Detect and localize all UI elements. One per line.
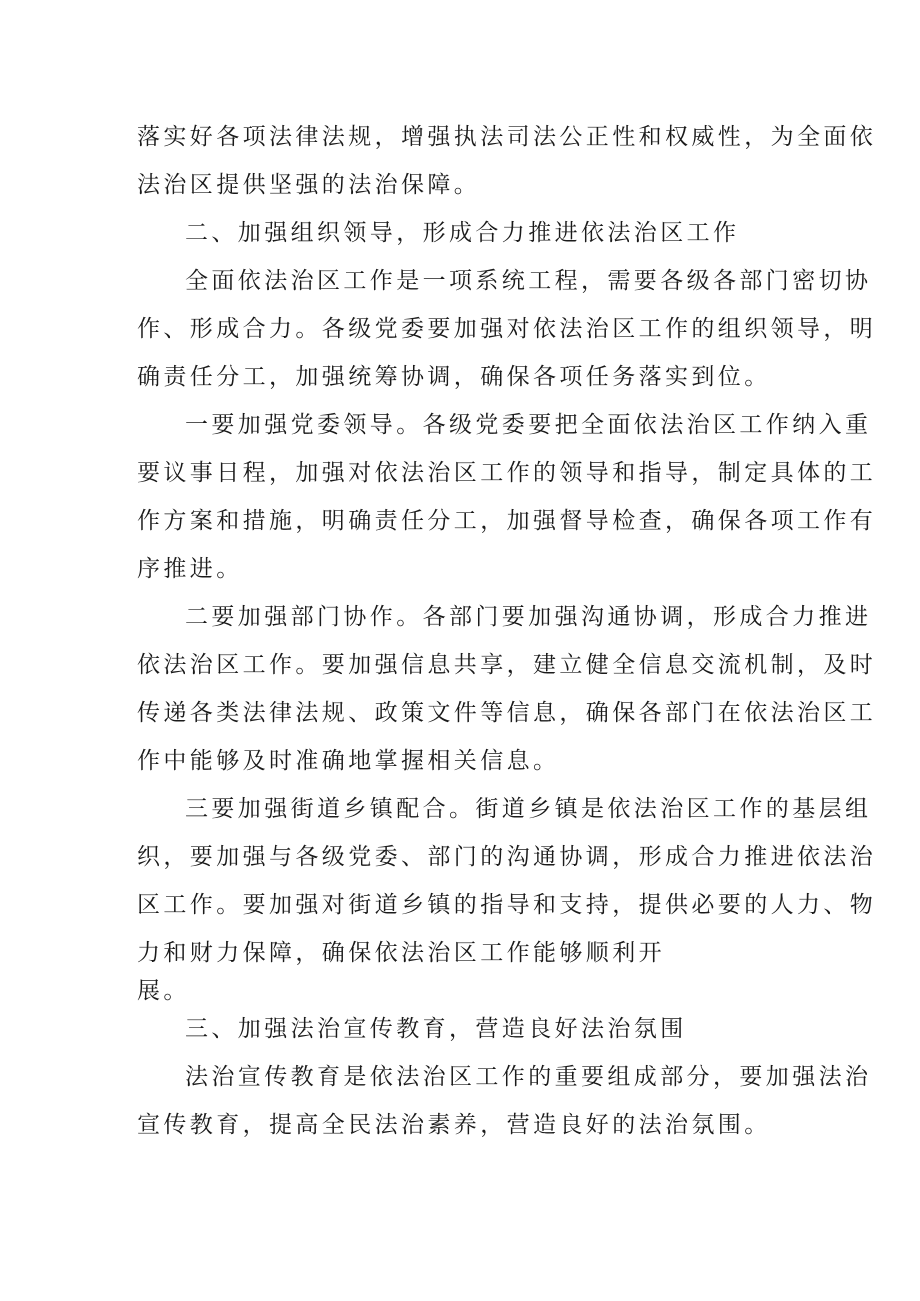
- section-heading: 二、加强组织领导，形成合力推进依法治区工作: [185, 220, 740, 246]
- text-line: 区工作。要加强对街道乡镇的指导和支持，提供必要的人力、物: [137, 892, 877, 918]
- text-line: 传递各类法律法规、政策文件等信息，确保各部门在依法治区工: [137, 700, 877, 726]
- text-line: 依法治区工作。要加强信息共享，建立健全信息交流机制，及时: [137, 652, 877, 678]
- text-line: 作、形成合力。各级党委要加强对依法治区工作的组织领导，明: [137, 316, 877, 342]
- text-line: 法治宣传教育是依法治区工作的重要组成部分，要加强法治: [185, 1064, 872, 1090]
- text-line: 落实好各项法律法规，增强执法司法公正性和权威性，为全面依: [137, 124, 877, 150]
- text-line: 序推进。: [137, 556, 243, 582]
- text-line: 要议事日程，加强对依法治区工作的领导和指导，制定具体的工: [137, 460, 877, 486]
- text-line: 展。: [137, 978, 190, 1004]
- text-line: 一要加强党委领导。各级党委要把全面依法治区工作纳入重: [185, 412, 872, 438]
- text-line: 作方案和措施，明确责任分工，加强督导检查，确保各项工作有: [137, 508, 877, 534]
- text-line: 宣传教育，提高全民法治素养，营造良好的法治氛围。: [137, 1112, 771, 1138]
- text-line: 法治区提供坚强的法治保障。: [137, 172, 481, 198]
- text-line: 三要加强街道乡镇配合。街道乡镇是依法治区工作的基层组: [185, 796, 872, 822]
- text-line: 作中能够及时准确地掌握相关信息。: [137, 748, 560, 774]
- text-line: 确责任分工，加强统筹协调，确保各项任务落实到位。: [137, 364, 771, 390]
- text-line: 全面依法治区工作是一项系统工程，需要各级各部门密切协: [185, 268, 872, 294]
- section-heading: 三、加强法治宣传教育，营造良好法治氛围: [185, 1016, 687, 1042]
- document-body: [137, 113, 877, 1149]
- text-line: 织，要加强与各级党委、部门的沟通协调，形成合力推进依法治: [137, 844, 877, 870]
- text-line: 力和财力保障，确保依法治区工作能够顺利开: [137, 940, 665, 966]
- text-line: 二要加强部门协作。各部门要加强沟通协调，形成合力推进: [185, 604, 872, 630]
